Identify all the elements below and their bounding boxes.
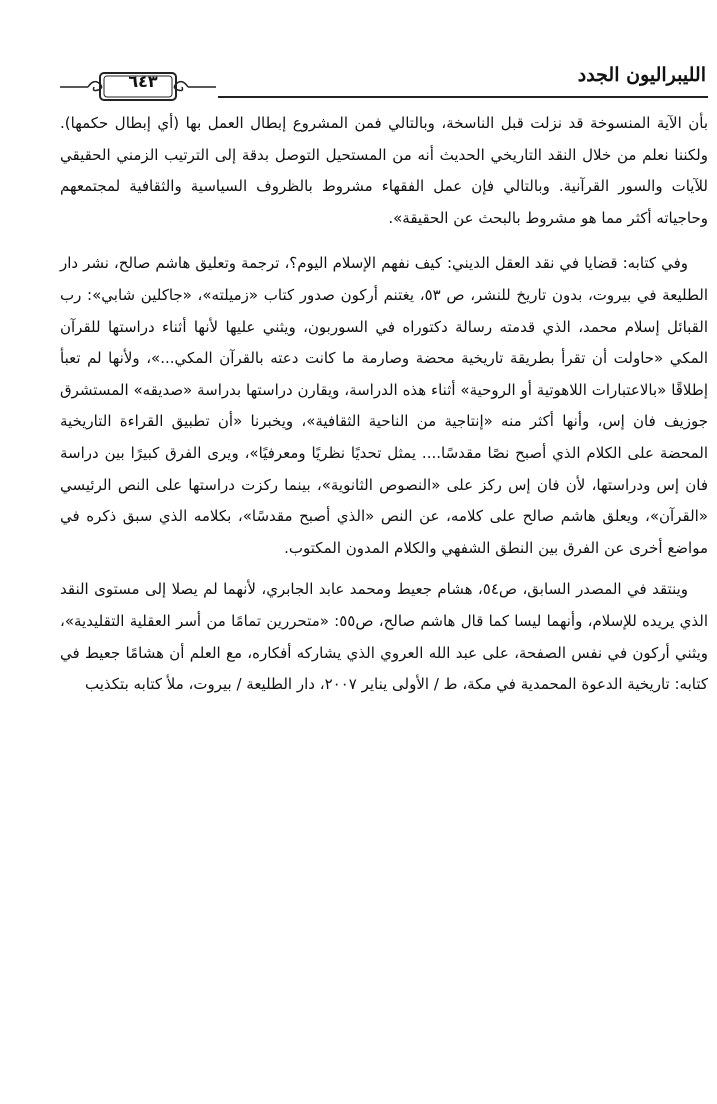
page-number: ٦٤٣ [128,72,158,91]
page-header [58,62,708,102]
body-text [60,108,708,701]
header-rule [218,96,708,98]
running-title: الليبراليون الجدد [577,64,706,86]
paragraph-3: وينتقد في المصدر السابق، ص٥٤، هشام جعيط ومحمد عابد الجابري، لأنهما لم يصلا إلى مستوى النقد الذي يريده للإسلام، وأنهما ليسا كما قال هاشم صالح، ص٥٥: «متحررين تمامًا من أسر العقلية التقليدية»، ويثني أركون في نفس الصفحة، على عبد الله العروي الذي يشاركه أفكاره، مع العلم أن هشامًا جعيط في كتابه: تاريخية الدعوة المحمدية في مكة، ط / الأولى يناير ٢٠٠٧، دار الطليعة / بيروت، ملأ كتابه بتكذيب [60,580,709,694]
paragraph-1: بأن الآية المنسوخة قد نزلت قبل الناسخة، وبالتالي فمن المشروع إبطال العمل بها (أي إبطال حكمها). ولكننا نعلم من خلال النقد التاريخي الحديث أنه من المستحيل التوصل بدقة إلى الترتيب الزمني الحقيقي للآيات والسور القرآنية. وبالتالي فإن عمل الفقهاء مشروط بالظروف السياسية والثقافية لمجتمعهم وحاجياته أكثر مما هو مشروط بالبحث عن الحقيقة». [60,114,708,227]
paragraph-2: وفي كتابه: قضايا في نقد العقل الديني: كيف نفهم الإسلام اليوم؟، ترجمة وتعليق هاشم صالح، نشر دار الطليعة في بيروت، بدون تاريخ للنشر، ص ٥٣، يغتنم أركون صدور كتاب «زميلته»، «جاكلين شابي»: رب القبائل إسلام محمد، الذي قدمته رسالة دكتوراه في السوربون، ويثني عليها لأنها أثناء دراستها للقرآن المكي «حاولت أن تقرأ بطريقة تاريخية محضة وصارمة ما كانت دعته بالقرآن المكي...»، ولأنها لم تعبأ إطلاقًا «بالاعتبارات اللاهوتية أو الروحية» أثناء هذه الدراسة، ويقارن دراستها بدراسة «صديقه» المستشرق جوزيف فان إس، وأنها أكثر منه «إنتاجية من الناحية الثقافية»، ويخبرنا «أن تطبيق القراءة التاريخية المحضة على الكلام الذي أصبح نصًا مقدسًا.... يمثل تحديًا نظريًا ومعرفيًا»، ويرى الفرق كبيرًا بين دراسة فان إس ودراستها، لأن فان إس ركز على «النصوص الثانوية»، بينما ركزت دراستها على النص الرئيسي «القرآن»، ويعلق هاشم صالح على كلامه، عن النص «الذي أصبح مقدسًا»، بكلامه الذي سبق ذكره في مواضع أخرى عن الفرق بين النطق الشفهي والكلام المدون المكتوب. [60,254,708,557]
